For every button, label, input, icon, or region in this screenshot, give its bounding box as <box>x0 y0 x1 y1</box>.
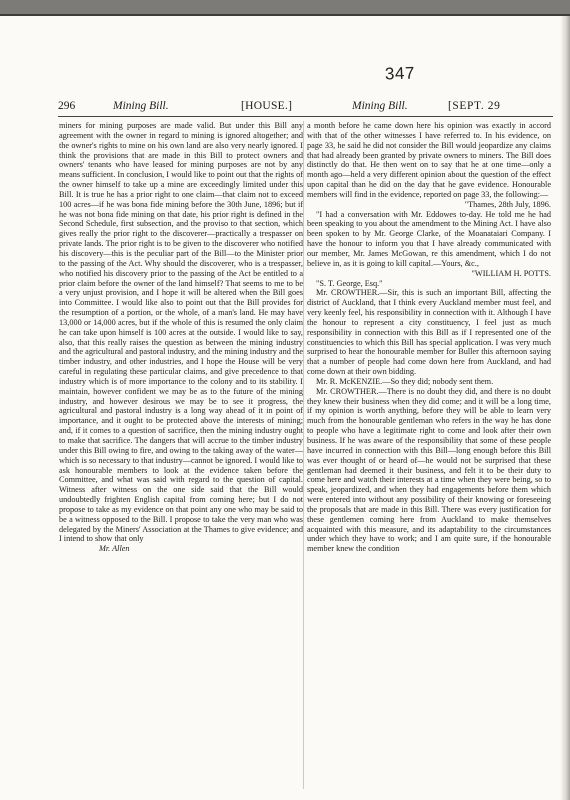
left-column-text: miners for mining purposes are made valid. But under this Bill any agreement with the owner in regard to mining is ignored altogether; and the owner's rights to mine on his own land are also very nearly ignored. I think the provisions that are made in this Bill to protect owners and owners' tenants who have leased for mining purposes are not by any means sufficient. In conclusion, I would like to point out that the rights of the owner himself to take up a mine are exceedingly limited under this Bill. It is true he has a prior right to one claim—that claim not to exceed 100 acres—if he was bona fide mining before the 30th June, 1896; but if he was not bona fide mining on that date, his prior right is defined in the Second Schedule, first subsection, and the proviso to that section, which gives really the prior right to the discoverer—practically a trespasser on private lands. The prior right is to be given to the discoverer who notified his discovery—this is the peculiar part of the Bill—to the Minister prior to the passing of the Act. Why should the discoverer, who is a trespasser, who notified his discovery prior to the passing of the Act be entitled to a prior claim before the owner of the land himself? That seems to me to be a very unjust provision, and I hope it will be altered when the Bill goes into Committee. I would like also to point out that the Bill provides for the resumption of a portion, or the whole, of a man's land. He may have 13,000 or 14,000 acres, but if the whole of this is resumed the only claim he can take upon himself is 100 acres at the outside. I would like to say, also, that this really raises the question as between the mining industry and the agricultural and pastoral industry, and the mining industry and the timber industry, and other industries, and I hope the House will be very careful in regulating these particular claims, and give precedence to that industry which is of more importance to the colony and to its stability. I maintain, however confident we may be as to the future of the mining industry, and however desirous we may be to see it progress, the agricultural and pastoral industry is a long way ahead of it in point of importance, and it ought to be protected above the interests of mining; and, if it comes to a question of sacrifice, then the mining industry ought to make that sacrifice. The dangers that will accrue to the timber industry under this Bill owing to fire, and owing to the taking away of the water—which is so necessary to that industry—cannot be ignored. I would like to ask honourable members to look at the evidence taken before the Committee, and what was said with regard to the question of capital. Witness after witness on the one side said that the Bill would undoubtedly frighten English capital from coming here; but I do not propose to take as my evidence on that point any one who may be said to be a witness opposed to the Bill. I propose to take the very man who was delegated by the Miners' Association at the Thames to give evidence; and I intend to show that only <box>59 121 303 544</box>
letter-signature: "WILLIAM H. POTTS. <box>471 268 551 278</box>
running-date: [SEPT. 29 <box>448 100 501 112</box>
continuation-paragraph: a month before he came down here his opinion was exactly in accord with that of the other witnesses I have referred to. In his evidence, on page 33, he said he did not consider the Bill would jeopardize any claims that had already been granted by private owners to miners. The Bill does distinctly do that. He then went on to say that he at one time—only a month ago—held a very different opinion about the question of the effect upon capital than he did on the day that he gave evidence. Honourable members will find in the evidence, reported on page 33, the following:— <box>307 121 551 199</box>
running-title-left: Mining Bill. <box>113 100 169 112</box>
running-title-house: [HOUSE.] <box>241 100 293 112</box>
scan-top-strip <box>0 0 570 16</box>
page-number: 296 <box>58 100 76 112</box>
scan-top-edge <box>0 14 570 16</box>
left-column <box>59 121 303 554</box>
running-head <box>58 100 558 114</box>
letter-date: "Thames, 28th July, 1896. <box>464 199 551 209</box>
handwritten-folio-number: 347 <box>384 63 416 84</box>
column-divider <box>303 121 304 789</box>
header-rule <box>58 116 553 117</box>
letter-addressee: "S. T. George, Esq." <box>316 278 383 288</box>
right-column <box>307 121 551 554</box>
speech-crowther-2: Mr. CROWTHER.—There is no doubt they did, and there is no doubt they knew their business when they did come; and it will be a long time, if my opinion is worth anything, before they will be able to learn very much from the honourable gentleman who refers in the way he has done to people who have a legitimate right to come and look after their own business. If he was aware of the responsibility that some of these people have incurred in connection with this Bill—long enough before this Bill was ever thought of or heard of—he would not be surprised that these gentleman had deemed it their business, and felt it to be their duty to come here and watch their interests at a time when they were being, so to speak, jeopardized, and when they had engagements before them which were entered into without any possibility of their knowing or foreseeing the proposals that are made in this Bill. There was every justification for these gentlemen coming here from Auckland to make themselves acquainted with this measure, and its adaptability to the circumstances under which they have to work; and I am quite sure, if the honourable member knew the condition <box>307 386 551 554</box>
speech-crowther-1: Mr. CROWTHER.—Sir, this is such an important Bill, affecting the district of Auckland, that I think every Auckland member must feel, and very keenly feel, his responsibility in connection with it. Although I have the honour to represent a city constituency, I feel just as much responsibility in connection with this Bill as if I represented one of the constituencies to which this Bill has special application. I was very much surprised to hear the honourable member for Buller this afternoon saying that a number of people had come down here from Auckland, and had come down at their own bidding. <box>307 288 551 377</box>
catchword: Mr. Allen <box>99 544 130 554</box>
running-title-right: Mining Bill. <box>352 100 408 112</box>
interjection-mckenzie: Mr. R. McKENZIE.—So they did; nobody sent them. <box>316 376 494 386</box>
page-edge-shadow <box>560 16 570 800</box>
letter-body: "I had a conversation with Mr. Eddowes to-day. He told me he had been speaking to you about the amendment to the Mining Act. I have also been spoken to by Mr. George Clarke, of the Moanataiari Company. I have the honour to inform you that I have already communicated with our member, Mr. James McGowan, re this amendment, which I do not believe in, as it is going to kill capital.—Yours, &c., <box>307 209 551 268</box>
